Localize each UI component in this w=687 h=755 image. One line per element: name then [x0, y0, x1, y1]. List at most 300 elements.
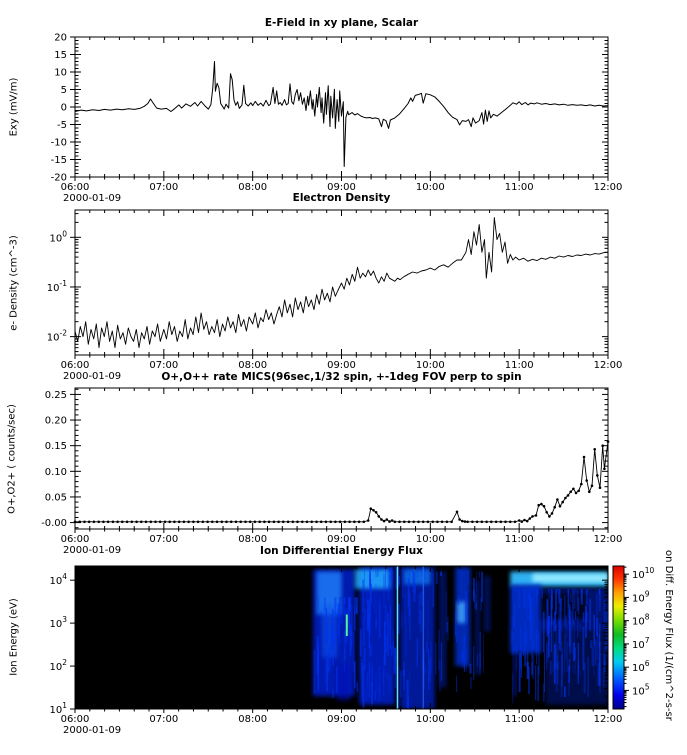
series-marker — [422, 521, 425, 524]
panel1-ylabel: Exy (mV/m) — [8, 77, 20, 137]
flux-speckle — [531, 589, 533, 593]
series-marker — [363, 521, 366, 524]
series-marker — [500, 521, 503, 524]
flux-speckle — [532, 655, 534, 679]
flux-speckle — [590, 589, 591, 590]
series-marker — [514, 521, 517, 524]
series-marker — [140, 521, 143, 524]
flux-speckle — [374, 691, 375, 700]
series-marker — [197, 521, 200, 524]
flux-speckle — [594, 644, 595, 676]
y-tick-label: -15 — [50, 155, 67, 166]
flux-speckle — [412, 571, 414, 592]
flux-speckle — [464, 635, 465, 642]
series-marker — [116, 521, 119, 524]
colorbar-label: on Diff. Energy Flux (1/(cm^2-s-sr — [663, 550, 674, 721]
series-marker — [543, 505, 546, 508]
series-marker — [391, 519, 394, 522]
flux-speckle — [456, 675, 457, 692]
series-marker — [344, 521, 347, 524]
flux-speckle — [369, 639, 370, 678]
panel-efield — [51, 33, 623, 205]
flux-speckle — [470, 677, 472, 689]
y-tick-label: 0 — [60, 102, 67, 114]
flux-blob — [533, 574, 609, 583]
series-marker — [187, 521, 190, 524]
series-marker — [509, 521, 512, 524]
x-tick-label: 10:00 — [415, 182, 445, 193]
flux-speckle — [558, 607, 559, 626]
y-tick-label: $10^{10}$ — [632, 566, 655, 582]
series-marker — [436, 521, 439, 524]
flux-speckle — [317, 645, 319, 690]
x-tick-label: 12:00 — [593, 360, 623, 371]
y-tick-label: $10^2$ — [49, 658, 67, 674]
x-tick-label: 06:00 — [60, 714, 90, 725]
flux-speckle — [389, 610, 390, 630]
x-tick-label: 10:00 — [415, 534, 445, 545]
flux-speckle — [402, 567, 403, 598]
flux-speckle — [395, 657, 397, 688]
flux-speckle — [552, 630, 553, 672]
flux-speckle — [549, 613, 550, 656]
flux-speckle — [547, 641, 548, 662]
flux-speckle — [528, 667, 530, 694]
y-tick-label: 0.25 — [44, 389, 67, 401]
series-marker — [521, 520, 524, 523]
flux-speckle — [420, 592, 422, 606]
x-tick-label: 10:00 — [415, 360, 445, 371]
flux-speckle — [455, 611, 456, 636]
flux-speckle — [332, 689, 334, 699]
flux-speckle — [370, 645, 372, 657]
flux-speckle — [327, 665, 329, 674]
flux-speckle — [405, 617, 407, 657]
series-marker — [471, 521, 474, 524]
flux-speckle — [401, 613, 403, 628]
x-tick-label: 07:00 — [149, 714, 179, 725]
flux-speckle — [588, 657, 589, 697]
flux-speckle — [462, 639, 464, 668]
series-line — [75, 62, 608, 167]
series-marker — [593, 448, 596, 451]
flux-speckle — [516, 647, 518, 671]
flux-speckle — [325, 648, 327, 684]
flux-speckle — [461, 583, 462, 603]
series-line — [75, 442, 608, 522]
series-marker — [277, 521, 280, 524]
series-marker — [456, 511, 459, 514]
spectrogram-image — [75, 566, 608, 709]
flux-speckle — [415, 682, 416, 692]
flux-speckle — [334, 597, 336, 615]
series-marker — [561, 501, 564, 504]
flux-speckle — [375, 567, 377, 577]
flux-speckle — [580, 670, 581, 678]
series-marker — [306, 521, 309, 524]
series-marker — [372, 509, 375, 512]
x-tick-label: 09:00 — [327, 534, 356, 545]
flux-speckle — [575, 611, 576, 620]
series-marker — [315, 521, 318, 524]
series-marker — [518, 519, 521, 522]
series-marker — [258, 521, 261, 524]
flux-speckle — [427, 600, 428, 643]
flux-speckle — [387, 613, 389, 656]
flux-speckle — [385, 567, 386, 590]
flux-speckle — [398, 567, 399, 587]
flux-speckle — [479, 632, 481, 669]
y-tick-label: -10 — [50, 137, 67, 149]
series-marker — [230, 521, 233, 524]
flux-speckle — [564, 686, 566, 697]
colorbar-gradient — [613, 566, 624, 709]
series-marker — [249, 521, 252, 524]
flux-speckle — [551, 616, 552, 652]
series-marker — [292, 521, 295, 524]
flux-speckle — [378, 685, 380, 692]
series-marker — [529, 517, 532, 520]
series-marker — [572, 488, 575, 491]
series-marker — [450, 521, 453, 524]
flux-speckle — [378, 567, 379, 577]
panel-edensity — [47, 210, 623, 382]
series-marker — [485, 521, 488, 524]
series-marker — [412, 521, 415, 524]
y-tick-label: 0.10 — [44, 466, 67, 478]
flux-speckle — [543, 684, 545, 702]
y-tick-label: 5 — [60, 85, 67, 96]
flux-speckle — [314, 650, 316, 694]
x-tick-label: 09:00 — [327, 182, 356, 193]
flux-speckle — [578, 597, 579, 615]
flux-speckle — [476, 572, 477, 612]
flux-speckle — [366, 682, 368, 701]
flux-speckle — [357, 682, 358, 692]
series-marker — [394, 521, 397, 524]
series-marker — [126, 521, 129, 524]
series-marker — [107, 521, 110, 524]
series-marker — [97, 521, 100, 524]
flux-speckle — [586, 589, 588, 605]
flux-speckle — [376, 673, 377, 693]
flux-speckle — [467, 572, 468, 586]
flux-speckle — [362, 580, 364, 614]
flux-speckle — [456, 624, 457, 643]
series-marker — [535, 514, 538, 517]
flux-speckle — [341, 597, 343, 625]
flux-speckle — [421, 567, 422, 576]
flux-speckle — [574, 620, 576, 645]
flux-speckle — [473, 578, 475, 596]
flux-speckle — [558, 630, 560, 643]
panel-frame — [75, 210, 608, 355]
flux-speckle — [579, 623, 581, 632]
flux-speckle — [573, 643, 575, 661]
series-marker — [296, 521, 299, 524]
y-tick-label: 0.15 — [44, 441, 67, 453]
flux-speckle — [326, 623, 328, 645]
flux-speckle — [530, 598, 532, 640]
series-marker — [441, 521, 444, 524]
flux-bright-line — [397, 566, 399, 709]
x-tick-label: 06:00 — [60, 534, 90, 545]
series-marker — [388, 520, 391, 523]
flux-speckle — [481, 572, 483, 602]
flux-speckle — [527, 650, 528, 669]
flux-speckle — [513, 589, 514, 602]
flux-speckle — [378, 567, 380, 569]
flux-speckle — [572, 589, 574, 625]
y-tick-label: 20 — [54, 32, 67, 44]
series-marker — [580, 483, 583, 486]
series-marker — [268, 521, 271, 524]
flux-speckle — [513, 603, 515, 628]
flux-speckle — [348, 597, 349, 615]
flux-speckle — [573, 665, 574, 672]
panel4-title: Ion Differential Energy Flux — [260, 545, 423, 557]
series-marker — [221, 521, 224, 524]
flux-speckle — [420, 610, 421, 632]
y-tick-label: 0.20 — [44, 415, 67, 427]
series-marker — [553, 506, 556, 509]
flux-speckle — [425, 567, 426, 580]
flux-speckle — [374, 597, 375, 614]
flux-speckle — [344, 597, 346, 604]
x-axis-date: 2000-01-09 — [63, 545, 122, 556]
flux-speckle — [568, 666, 570, 696]
flux-speckle — [581, 589, 583, 605]
flux-speckle — [371, 682, 373, 705]
flux-speckle — [565, 638, 567, 659]
flux-speckle — [391, 567, 393, 582]
series-marker — [583, 456, 586, 459]
series-marker — [145, 521, 148, 524]
flux-speckle — [409, 666, 410, 682]
series-marker — [173, 521, 176, 524]
flux-speckle — [353, 633, 355, 672]
flux-speckle — [548, 589, 550, 599]
flux-speckle — [436, 572, 438, 584]
y-tick-label: $10^1$ — [49, 701, 67, 716]
flux-speckle — [548, 620, 549, 658]
series-marker — [358, 521, 361, 524]
x-axis-date: 2000-01-09 — [63, 725, 122, 736]
flux-speckle — [367, 672, 368, 682]
flux-bright-line — [423, 566, 424, 709]
flux-speckle — [521, 653, 522, 678]
series-marker — [178, 521, 181, 524]
series-marker — [254, 521, 257, 524]
flux-speckle — [525, 652, 526, 666]
series-marker — [531, 515, 534, 518]
x-tick-label: 06:00 — [60, 182, 90, 193]
flux-speckle — [552, 589, 553, 609]
flux-speckle — [561, 597, 562, 611]
series-marker — [168, 521, 171, 524]
series-marker — [408, 521, 411, 524]
flux-speckle — [329, 643, 330, 670]
flux-speckle — [378, 666, 380, 701]
series-marker — [367, 519, 370, 522]
flux-speckle — [565, 615, 567, 638]
series-marker — [88, 521, 91, 524]
series-marker — [353, 521, 356, 524]
series-marker — [458, 518, 461, 521]
flux-speckle — [576, 589, 578, 591]
series-marker — [545, 511, 548, 514]
flux-speckle — [430, 659, 431, 682]
x-tick-label: 07:00 — [149, 182, 179, 193]
flux-speckle — [405, 578, 406, 597]
flux-speckle — [537, 589, 538, 595]
flux-speckle — [543, 612, 545, 652]
series-marker — [135, 521, 138, 524]
series-marker — [320, 521, 323, 524]
series-marker — [202, 521, 205, 524]
flux-speckle — [477, 655, 478, 666]
series-marker — [235, 521, 238, 524]
flux-blob — [484, 576, 491, 632]
flux-speckle — [447, 617, 449, 641]
series-marker — [569, 491, 572, 494]
flux-speckle — [408, 588, 409, 624]
flux-speckle — [344, 607, 345, 615]
flux-speckle — [574, 660, 576, 674]
flux-speckle — [418, 594, 420, 624]
x-tick-label: 12:00 — [593, 714, 623, 725]
y-tick-label: 10 — [54, 67, 67, 79]
flux-speckle — [371, 596, 372, 603]
flux-speckle — [574, 589, 576, 610]
series-marker — [206, 521, 209, 524]
flux-speckle — [599, 634, 601, 647]
series-marker — [378, 515, 381, 518]
flux-speckle — [483, 634, 484, 673]
flux-speckle — [469, 664, 471, 674]
series-marker — [495, 521, 498, 524]
x-tick-label: 07:00 — [149, 360, 179, 371]
flux-speckle — [400, 671, 402, 698]
flux-speckle — [390, 675, 392, 691]
flux-speckle — [533, 610, 534, 649]
y-tick-label: $10^7$ — [632, 635, 650, 651]
series-marker — [591, 484, 594, 487]
flux-speckle — [465, 591, 467, 625]
flux-speckle — [568, 589, 569, 607]
flux-speckle — [384, 622, 386, 640]
flux-speckle — [440, 572, 442, 577]
y-tick-label: $10^5$ — [632, 682, 650, 698]
x-tick-label: 09:00 — [327, 360, 356, 371]
flux-speckle — [425, 666, 426, 673]
flux-speckle — [558, 589, 559, 605]
flux-speckle — [606, 675, 607, 685]
x-tick-label: 11:00 — [504, 360, 534, 371]
x-axis-date: 2000-01-09 — [63, 371, 122, 382]
series-marker — [559, 505, 562, 508]
series-marker — [216, 521, 219, 524]
series-marker — [121, 521, 124, 524]
series-marker — [490, 521, 493, 524]
y-tick-label: $10^8$ — [632, 612, 650, 628]
flux-speckle — [597, 663, 599, 686]
flux-speckle — [407, 567, 408, 573]
y-tick-label: $10^9$ — [632, 589, 650, 605]
series-marker — [287, 521, 290, 524]
flux-speckle — [569, 611, 570, 653]
series-marker — [102, 521, 105, 524]
series-marker — [476, 521, 479, 524]
series-marker — [383, 520, 386, 523]
series-marker — [431, 521, 434, 524]
flux-speckle — [384, 574, 385, 608]
series-marker — [564, 497, 567, 500]
x-tick-label: 08:00 — [238, 714, 268, 725]
flux-speckle — [326, 658, 328, 691]
y-tick-label: -20 — [50, 172, 67, 184]
flux-speckle — [438, 630, 440, 670]
x-tick-label: 06:00 — [60, 360, 90, 371]
flux-speckle — [526, 589, 528, 622]
flux-speckle — [356, 607, 357, 614]
flux-speckle — [556, 664, 558, 692]
flux-bright-line — [346, 615, 348, 637]
flux-speckle — [394, 567, 396, 568]
flux-speckle — [536, 630, 537, 665]
flux-speckle — [512, 673, 513, 703]
flux-speckle — [428, 649, 429, 690]
flux-speckle — [592, 647, 594, 667]
flux-speckle — [564, 595, 566, 626]
series-marker — [370, 507, 373, 510]
series-marker — [461, 520, 464, 523]
flux-speckle — [325, 597, 326, 618]
flux-speckle — [479, 572, 481, 578]
flux-speckle — [386, 672, 388, 679]
flux-speckle — [431, 642, 432, 674]
series-marker — [588, 491, 591, 494]
flux-speckle — [556, 589, 558, 591]
series-marker — [556, 498, 559, 501]
flux-speckle — [599, 625, 601, 636]
flux-speckle — [364, 567, 365, 590]
x-tick-label: 08:00 — [238, 534, 268, 545]
flux-speckle — [386, 635, 387, 652]
flux-speckle — [370, 604, 371, 636]
flux-speckle — [403, 670, 405, 677]
flux-speckle — [435, 643, 436, 675]
x-tick-label: 09:00 — [327, 714, 356, 725]
flux-speckle — [364, 608, 366, 619]
flux-speckle — [441, 643, 442, 681]
flux-speckle — [550, 661, 551, 675]
x-tick-label: 12:00 — [593, 182, 623, 193]
series-marker — [310, 521, 313, 524]
series-marker — [192, 521, 195, 524]
flux-speckle — [554, 612, 556, 632]
flux-speckle — [426, 642, 428, 652]
series-marker — [282, 521, 285, 524]
flux-speckle — [512, 633, 514, 641]
y-tick-label: $10^{-2}$ — [46, 328, 67, 344]
series-marker — [334, 521, 337, 524]
series-marker — [398, 521, 401, 524]
flux-speckle — [585, 606, 587, 638]
flux-speckle — [336, 667, 337, 693]
series-marker — [504, 521, 507, 524]
flux-speckle — [334, 633, 335, 646]
